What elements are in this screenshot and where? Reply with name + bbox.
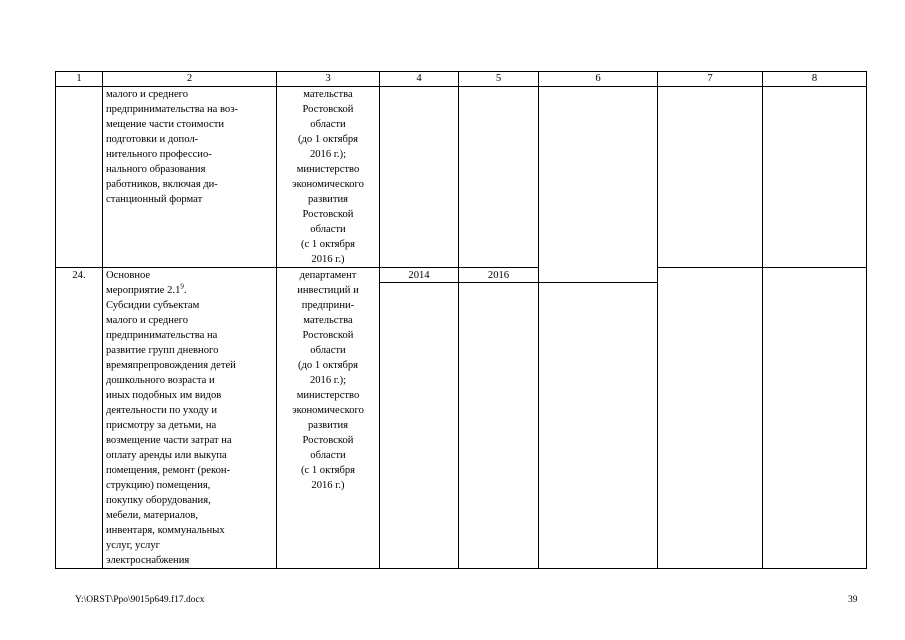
description-line: станционный формат xyxy=(106,194,203,205)
executor-line: области xyxy=(310,450,346,461)
table-row xyxy=(56,87,867,268)
executor-cell xyxy=(277,87,380,268)
header-row xyxy=(56,72,867,87)
executor-line: области xyxy=(310,119,346,130)
executor-line: департамент xyxy=(299,270,357,281)
program-table xyxy=(55,71,867,569)
description-line: времяпрепровождения детей xyxy=(106,360,236,371)
executor-line: экономического xyxy=(292,179,364,190)
executor-line: области xyxy=(310,224,346,235)
description-line: малого и среднего xyxy=(106,315,189,326)
executor-line: Ростовской xyxy=(302,209,354,220)
executor-line: министерство xyxy=(296,390,360,401)
empty-cell xyxy=(539,87,658,268)
header-cell: 7 xyxy=(658,72,763,87)
empty-cell xyxy=(763,268,867,569)
executor-line: (до 1 октября xyxy=(297,134,359,145)
description-cell xyxy=(103,268,277,569)
description-line: работников, включая ди- xyxy=(106,179,218,190)
header-cell: 4 xyxy=(380,72,459,87)
description-line: Субсидии субъектам xyxy=(106,300,200,311)
executor-line: Ростовской xyxy=(302,330,354,341)
description-line: присмотру за детьми, на xyxy=(106,420,217,431)
description-line: нительного профессио- xyxy=(106,149,212,160)
description-line: мещение части стоимости xyxy=(106,119,225,130)
header-cell: 1 xyxy=(56,72,103,87)
header-cell: 8 xyxy=(763,72,867,87)
description-line: нального образования xyxy=(106,164,206,175)
description-text: . xyxy=(183,285,187,296)
executor-line: Ростовской xyxy=(302,104,354,115)
executor-line: мательства xyxy=(303,315,353,326)
executor-line: предприни- xyxy=(301,300,355,311)
description-line: оплату аренды или выкупа xyxy=(106,450,227,461)
footer-page-number: 39 xyxy=(848,595,858,605)
description-line: предпринимательства на xyxy=(106,330,218,341)
executor-line: развития xyxy=(307,420,349,431)
description-line: подготовки и допол- xyxy=(106,134,199,145)
header-cell: 3 xyxy=(277,72,380,87)
executor-line: 2016 г.) xyxy=(311,254,345,265)
description-cell xyxy=(103,87,277,268)
header-cell: 6 xyxy=(539,72,658,87)
executor-line: 2016 г.); xyxy=(309,375,347,386)
empty-cell xyxy=(539,268,658,569)
executor-line: инвестиций и xyxy=(297,285,359,296)
empty-cell xyxy=(763,87,867,268)
description-text: мероприятие 2.1 xyxy=(106,285,181,296)
description-line: возмещение части затрат на xyxy=(106,435,232,446)
executor-line: 2016 г.); xyxy=(309,149,347,160)
description-line: инвентаря, коммунальных xyxy=(106,525,225,536)
description-line: Основное xyxy=(106,270,151,281)
executor-line: Ростовской xyxy=(302,435,354,446)
executor-line: министерство xyxy=(296,164,360,175)
footnote-marker: 9 xyxy=(180,282,184,291)
footer-file-path: Y:\ORST\Ppo\9015p649.f17.docx xyxy=(75,595,205,605)
header-cell: 5 xyxy=(459,72,539,87)
start-year: 2014 xyxy=(380,268,458,283)
executor-line: экономического xyxy=(292,405,364,416)
empty-cell xyxy=(658,87,763,268)
empty-cell xyxy=(658,268,763,569)
description-line: мебели, материалов, xyxy=(106,510,198,521)
description-line: малого и среднего xyxy=(106,89,189,100)
description-line: иных подобных им видов xyxy=(106,390,222,401)
start-year-cell xyxy=(380,268,459,569)
row-number xyxy=(56,87,103,268)
header-cell: 2 xyxy=(103,72,277,87)
description-line: электроснабжения xyxy=(106,555,190,566)
executor-line: (с 1 октября xyxy=(300,239,356,250)
description-line: деятельности по уходу и xyxy=(106,405,218,416)
description-line: развитие групп дневного xyxy=(106,345,219,356)
executor-line: мательства xyxy=(303,89,353,100)
executor-line: развития xyxy=(307,194,349,205)
description-line xyxy=(106,283,276,298)
executor-line: области xyxy=(310,345,346,356)
description-line: предпринимательства на воз- xyxy=(106,104,238,115)
executor-line: (с 1 октября xyxy=(300,465,356,476)
description-line: помещения, ремонт (рекон- xyxy=(106,465,231,476)
description-line: струкцию) помещения, xyxy=(106,480,211,491)
row-number: 24. xyxy=(56,268,103,569)
table-row xyxy=(56,268,867,569)
description-line: услуг, услуг xyxy=(106,540,160,551)
description-line: покупку оборудования, xyxy=(106,495,211,506)
executor-line: 2016 г.) xyxy=(311,480,345,491)
executor-line: (до 1 октября xyxy=(297,360,359,371)
start-year-cell xyxy=(380,87,459,268)
end-year-cell xyxy=(459,87,539,268)
description-line: дошкольного возраста и xyxy=(106,375,215,386)
executor-cell xyxy=(277,268,380,569)
end-year-cell xyxy=(459,268,539,569)
end-year: 2016 xyxy=(459,268,538,283)
